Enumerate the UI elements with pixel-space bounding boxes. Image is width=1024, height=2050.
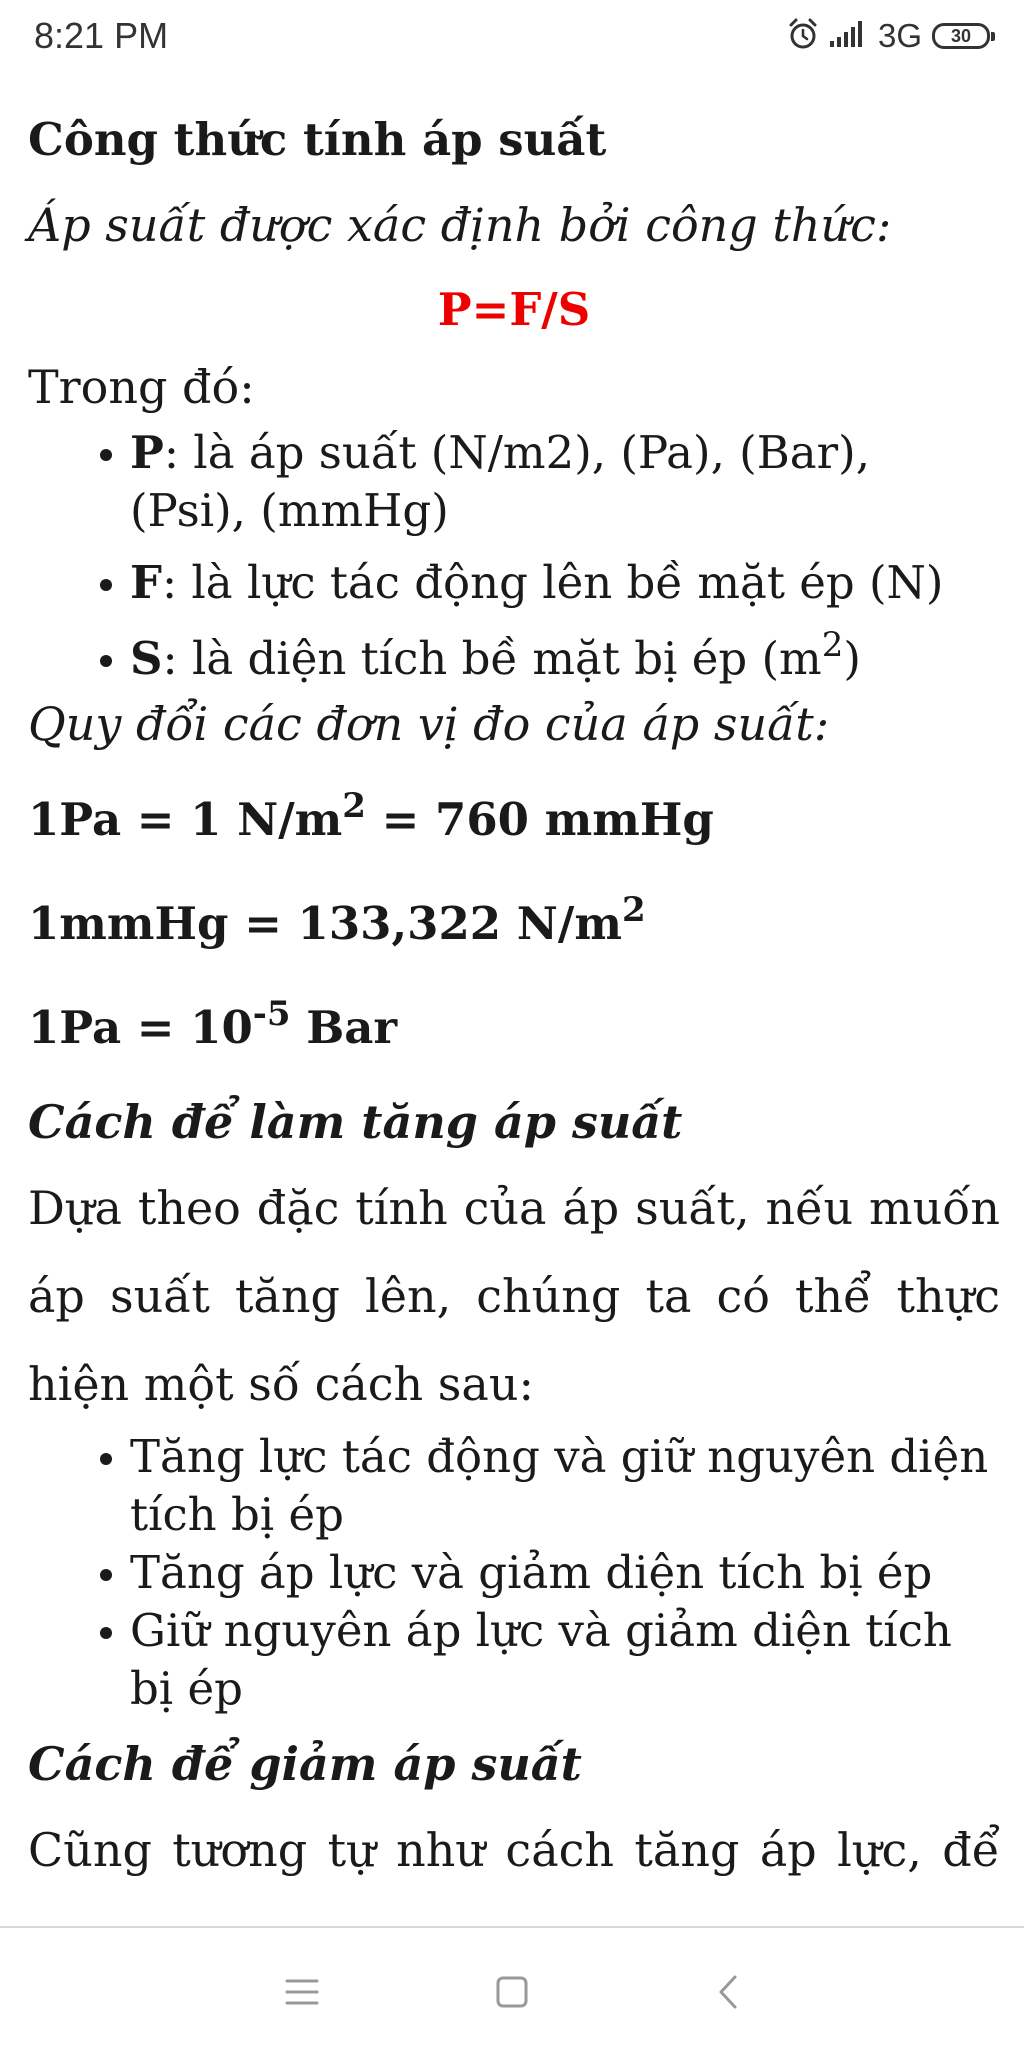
conversion-superscript: -5 <box>252 994 291 1034</box>
definition-term: S <box>130 632 163 685</box>
conversion-text: = 760 mmHg <box>365 793 714 846</box>
definition-text: : là lực tác động lên bề mặt ép (N) <box>161 556 944 609</box>
navigation-bar <box>0 1926 1024 2050</box>
definition-term: F <box>130 556 162 609</box>
conversion-text: 1Pa = 1 N/m <box>28 793 343 846</box>
section-heading: Công thức tính áp suất <box>28 113 607 166</box>
conversion-text: Bar <box>290 1001 398 1054</box>
conversion-title: Quy đổi các đơn vị đo của áp suất: <box>28 697 830 751</box>
list-item <box>130 625 1000 688</box>
definition-text: : là diện tích bề mặt bị ép (m <box>162 632 822 685</box>
list-item: Tăng áp lực và giảm diện tích bị ép <box>130 1544 1000 1602</box>
conversion-line <box>28 768 1000 872</box>
article-content <box>28 100 1000 1894</box>
definition-tail: ) <box>843 632 861 685</box>
definition-text: : là áp suất (N/m2), (Pa), (Bar), (Psi), (mmHg) <box>130 426 871 537</box>
list-item: Giữ nguyên áp lực và giảm diện tích bị ép <box>130 1602 1000 1718</box>
home-square-icon[interactable] <box>484 1964 540 2020</box>
conversion-line <box>28 976 1000 1080</box>
back-chevron-icon[interactable] <box>700 1964 756 2020</box>
battery-level: 30 <box>950 25 972 46</box>
increase-list <box>28 1428 1000 1718</box>
status-bar <box>0 0 1024 74</box>
conversion-line <box>28 872 1000 976</box>
alarm-clock-icon <box>786 17 820 56</box>
formula-intro: Áp suất được xác định bởi công thức: <box>28 198 892 252</box>
pressure-formula: P=F/S <box>437 283 591 336</box>
conversion-text: 1mmHg = 133,322 N/m <box>28 897 622 950</box>
decrease-intro: Cũng tương tự như cách tăng áp lực, để <box>28 1823 1000 1877</box>
list-item <box>130 424 1000 540</box>
where-label: Trong đó: <box>28 360 255 414</box>
conversion-list <box>28 768 1000 1080</box>
conversion-text: 1Pa = 10 <box>28 1001 253 1054</box>
list-item <box>130 554 1000 612</box>
status-time: 8:21 PM <box>34 15 169 56</box>
network-type: 3G <box>877 17 922 54</box>
conversion-superscript: 2 <box>342 786 366 826</box>
definitions-list <box>28 424 1000 688</box>
menu-icon[interactable] <box>274 1964 330 2020</box>
status-icons <box>786 18 990 54</box>
increase-heading: Cách để làm tăng áp suất <box>28 1095 683 1149</box>
battery-icon <box>932 23 990 49</box>
signal-bars-icon <box>828 19 868 54</box>
definition-term: P <box>130 426 164 479</box>
decrease-heading: Cách để giảm áp suất <box>28 1737 582 1791</box>
list-item: Tăng lực tác động và giữ nguyên diện tích bị ép <box>130 1428 1000 1544</box>
conversion-superscript: 2 <box>621 890 646 930</box>
increase-intro: Dựa theo đặc tính của áp suất, nếu muốn áp suất tăng lên, chúng ta có thể thực hiện một số cách sau: <box>28 1181 1000 1411</box>
definition-superscript: 2 <box>821 625 844 665</box>
